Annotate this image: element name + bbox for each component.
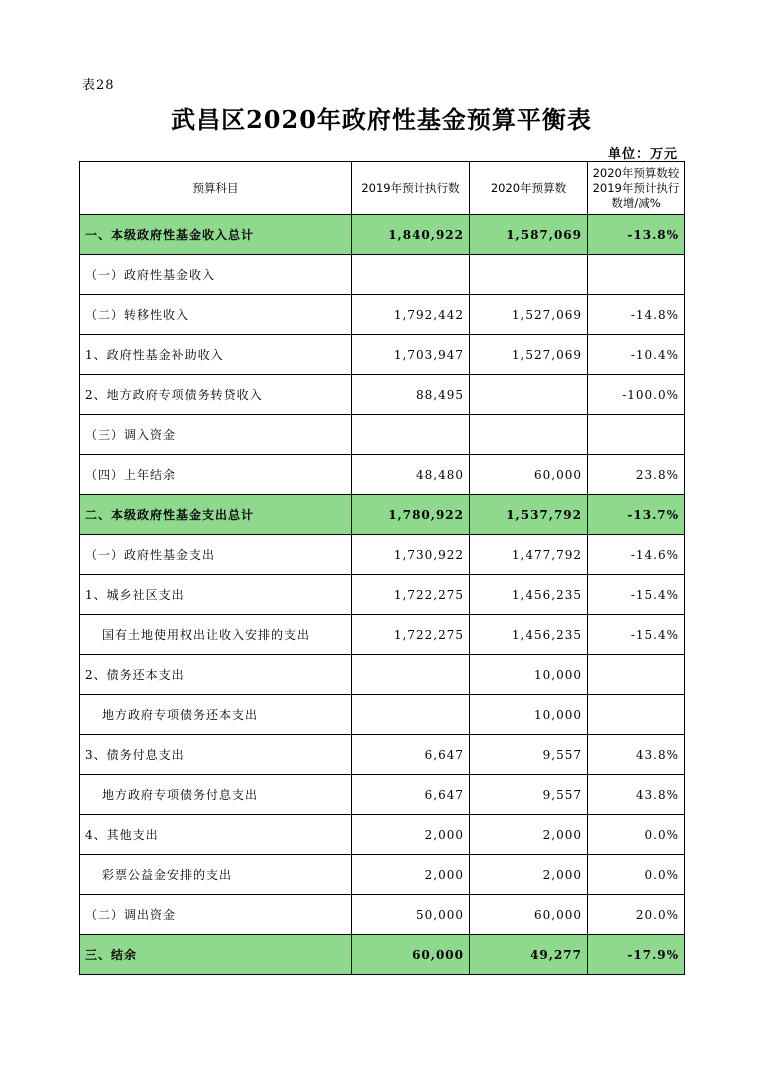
table-row: [80, 815, 685, 855]
row-change: -14.8%: [588, 295, 685, 335]
table-row: [80, 495, 685, 535]
row-2020-value: 1,537,792: [470, 495, 588, 535]
header-budget-item: 预算科目: [80, 162, 352, 215]
row-change: -17.9%: [588, 935, 685, 975]
row-name: 一、本级政府性基金收入总计: [80, 215, 352, 255]
unit-label: 单位：万元: [607, 147, 678, 162]
row-2020-value: 9,557: [470, 735, 588, 775]
row-2020-value: 1,456,235: [470, 615, 588, 655]
row-change: -13.8%: [588, 215, 685, 255]
table-row: [80, 615, 685, 655]
row-name: （二）转移性收入: [80, 295, 352, 335]
row-name: 1、城乡社区支出: [80, 575, 352, 615]
header-2019-estimate: 2019年预计执行数: [352, 162, 470, 215]
row-change: 0.0%: [588, 815, 685, 855]
row-change: 23.8%: [588, 455, 685, 495]
row-2020-value: 49,277: [470, 935, 588, 975]
table-row: [80, 575, 685, 615]
table-row: [80, 375, 685, 415]
row-2019-value: [352, 695, 470, 735]
row-name: 3、债务付息支出: [80, 735, 352, 775]
row-2019-value: 1,792,442: [352, 295, 470, 335]
header-change-percent: 2020年预算数较2019年预计执行数增/减%: [588, 162, 685, 215]
row-change: [588, 695, 685, 735]
row-change: -13.7%: [588, 495, 685, 535]
table-row: [80, 695, 685, 735]
row-2020-value: [470, 375, 588, 415]
row-change: 43.8%: [588, 735, 685, 775]
row-2019-value: 1,722,275: [352, 575, 470, 615]
table-row: [80, 775, 685, 815]
row-2020-value: 60,000: [470, 455, 588, 495]
row-name: 国有土地使用权出让收入安排的支出: [80, 615, 352, 655]
row-2019-value: 2,000: [352, 855, 470, 895]
row-change: -100.0%: [588, 375, 685, 415]
row-2019-value: 6,647: [352, 735, 470, 775]
row-2019-value: [352, 655, 470, 695]
row-change: [588, 255, 685, 295]
table-row: [80, 735, 685, 775]
row-change: -15.4%: [588, 575, 685, 615]
row-name: 4、其他支出: [80, 815, 352, 855]
table-number-label: 表28: [82, 78, 115, 93]
row-2019-value: 48,480: [352, 455, 470, 495]
row-2020-value: 60,000: [470, 895, 588, 935]
row-change: 0.0%: [588, 855, 685, 895]
header-2020-budget: 2020年预算数: [470, 162, 588, 215]
row-2019-value: 1,780,922: [352, 495, 470, 535]
row-2019-value: 1,703,947: [352, 335, 470, 375]
table-row: [80, 215, 685, 255]
row-2020-value: 10,000: [470, 695, 588, 735]
row-name: （四）上年结余: [80, 455, 352, 495]
row-2020-value: 1,527,069: [470, 295, 588, 335]
budget-balance-table: [79, 161, 685, 975]
table-row: [80, 895, 685, 935]
row-name: 地方政府专项债务付息支出: [80, 775, 352, 815]
row-2020-value: 1,587,069: [470, 215, 588, 255]
row-2020-value: 2,000: [470, 855, 588, 895]
row-2020-value: 1,477,792: [470, 535, 588, 575]
row-change: 20.0%: [588, 895, 685, 935]
table-row: [80, 535, 685, 575]
row-change: -10.4%: [588, 335, 685, 375]
row-2019-value: 50,000: [352, 895, 470, 935]
row-2019-value: 6,647: [352, 775, 470, 815]
row-2019-value: 1,840,922: [352, 215, 470, 255]
row-2019-value: 2,000: [352, 815, 470, 855]
row-name: （一）政府性基金收入: [80, 255, 352, 295]
row-name: 2、地方政府专项债务转贷收入: [80, 375, 352, 415]
table-row: [80, 335, 685, 375]
row-name: （三）调入资金: [80, 415, 352, 455]
row-name: 二、本级政府性基金支出总计: [80, 495, 352, 535]
row-2020-value: 2,000: [470, 815, 588, 855]
row-change: 43.8%: [588, 775, 685, 815]
row-2020-value: 1,527,069: [470, 335, 588, 375]
table-row: [80, 415, 685, 455]
row-2019-value: 88,495: [352, 375, 470, 415]
table-row: [80, 935, 685, 975]
row-name: （一）政府性基金支出: [80, 535, 352, 575]
row-2020-value: 9,557: [470, 775, 588, 815]
page-title: 武昌区2020年政府性基金预算平衡表: [171, 105, 592, 134]
table-row: [80, 455, 685, 495]
row-name: 三、结余: [80, 935, 352, 975]
row-2020-value: [470, 415, 588, 455]
row-change: -15.4%: [588, 615, 685, 655]
row-2020-value: 1,456,235: [470, 575, 588, 615]
row-change: [588, 655, 685, 695]
row-change: -14.6%: [588, 535, 685, 575]
row-name: 2、债务还本支出: [80, 655, 352, 695]
row-2019-value: 1,730,922: [352, 535, 470, 575]
row-2019-value: 1,722,275: [352, 615, 470, 655]
table-row: [80, 855, 685, 895]
row-2019-value: 60,000: [352, 935, 470, 975]
table-row: [80, 295, 685, 335]
row-name: （二）调出资金: [80, 895, 352, 935]
table-row: [80, 255, 685, 295]
table-row: [80, 655, 685, 695]
row-name: 彩票公益金安排的支出: [80, 855, 352, 895]
row-name: 1、政府性基金补助收入: [80, 335, 352, 375]
row-name: 地方政府专项债务还本支出: [80, 695, 352, 735]
row-2019-value: [352, 255, 470, 295]
row-change: [588, 415, 685, 455]
row-2019-value: [352, 415, 470, 455]
table-header-row: [80, 162, 685, 215]
row-2020-value: [470, 255, 588, 295]
row-2020-value: 10,000: [470, 655, 588, 695]
